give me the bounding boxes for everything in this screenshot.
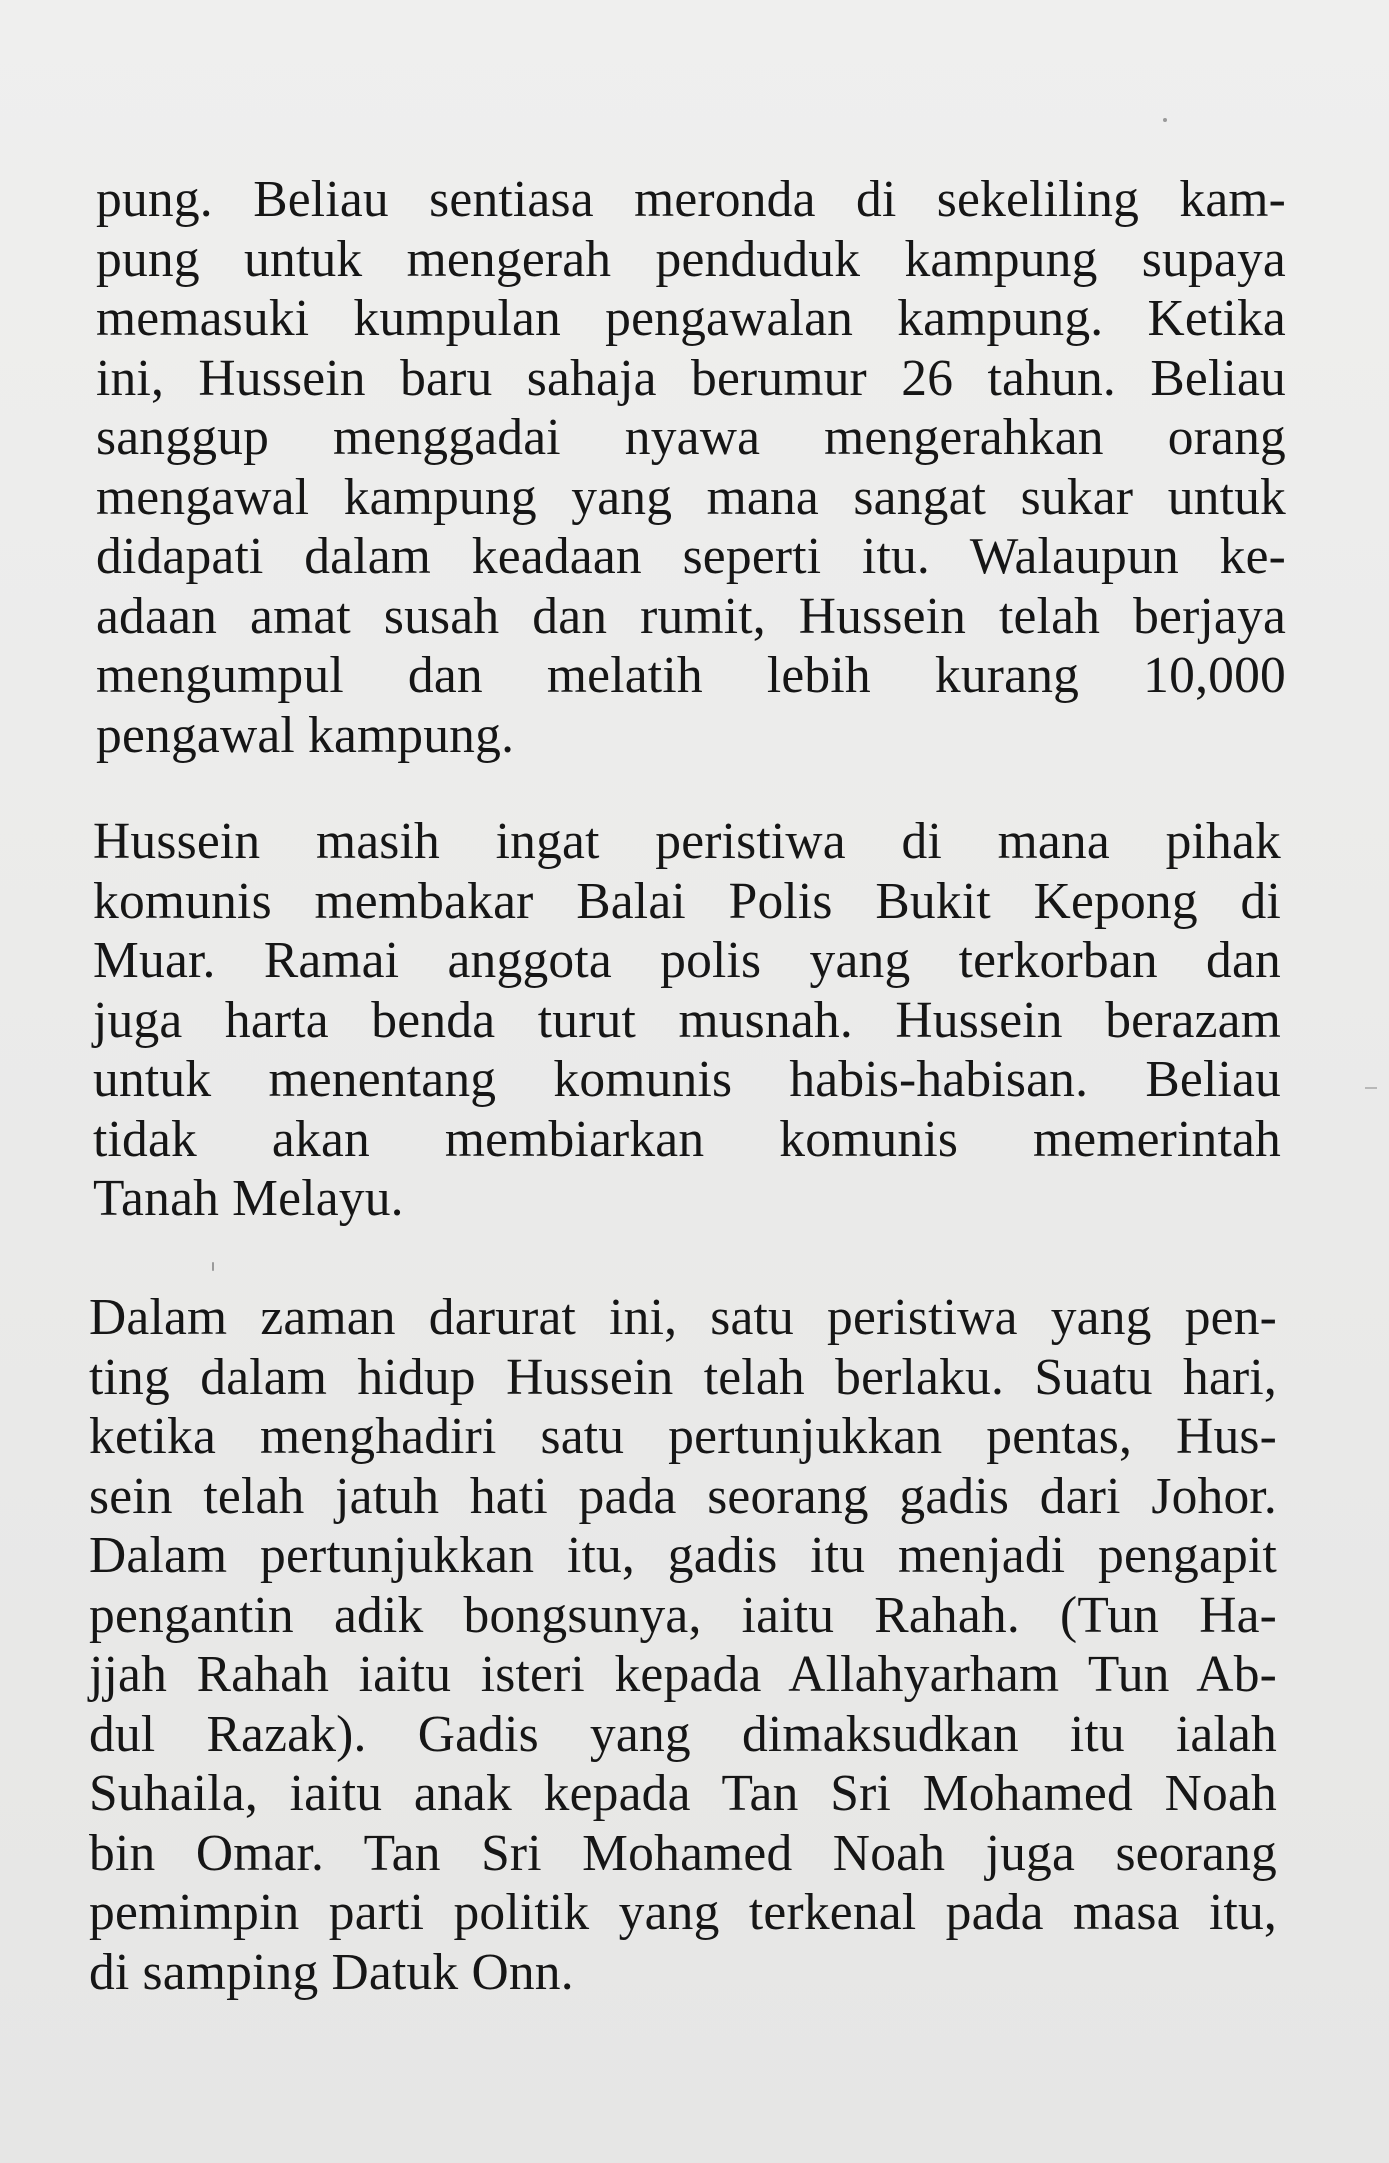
text-line: Dalam zaman darurat ini, satu peristiwa yang pen- xyxy=(89,1289,1277,1346)
text-line: komunis membakar Balai Polis Bukit Kepong di xyxy=(93,872,1281,930)
paragraph-2 xyxy=(93,812,1281,1229)
text-line: pung untuk mengerah penduduk kampung supaya xyxy=(96,230,1286,288)
text-line: mengawal kampung yang mana sangat sukar untuk xyxy=(96,468,1286,526)
text-line: adaan amat susah dan rumit, Hussein telah berjaya xyxy=(96,587,1286,645)
text-line: pung. Beliau sentiasa meronda di sekeliling kam- xyxy=(96,171,1286,228)
text-line: sanggup menggadai nyawa mengerahkan orang xyxy=(96,409,1286,466)
text-line: pengantin adik bongsunya, iaitu Rahah. (Tun Ha- xyxy=(89,1586,1277,1644)
edge-mark xyxy=(1365,1087,1377,1089)
text-line: pengawal kampung. xyxy=(96,706,515,764)
text-line: juga harta benda turut musnah. Hussein berazam xyxy=(93,991,1281,1049)
text-line: di samping Datuk Onn. xyxy=(89,1943,574,2001)
text-line: Muar. Ramai anggota polis yang terkorban dan xyxy=(93,932,1281,989)
text-line: jjah Rahah iaitu isteri kepada Allahyarham Tun Ab- xyxy=(89,1646,1277,1703)
text-line: memasuki kumpulan pengawalan kampung. Ketika xyxy=(96,290,1286,347)
text-line: ketika menghadiri satu pertunjukkan pentas, Hus- xyxy=(89,1408,1277,1465)
paragraph-3 xyxy=(89,1288,1277,2002)
text-line: mengumpul dan melatih lebih kurang 10,000 xyxy=(96,647,1286,704)
text-line: Suhaila, iaitu anak kepada Tan Sri Mohamed Noah xyxy=(89,1765,1277,1822)
text-line: dul Razak). Gadis yang dimaksudkan itu ialah xyxy=(89,1705,1277,1763)
paragraph-1 xyxy=(96,170,1286,765)
text-line: tidak akan membiarkan komunis memerintah xyxy=(93,1110,1281,1168)
text-line: bin Omar. Tan Sri Mohamed Noah juga seorang xyxy=(89,1824,1277,1882)
paper-speck xyxy=(1163,118,1167,122)
text-line: untuk menentang komunis habis-habisan. Beliau xyxy=(93,1051,1281,1108)
paper-speck xyxy=(212,1262,214,1271)
text-line: sein telah jatuh hati pada seorang gadis dari Johor. xyxy=(89,1467,1277,1525)
text-line: didapati dalam keadaan seperti itu. Walaupun ke- xyxy=(96,528,1286,585)
text-line: pemimpin parti politik yang terkenal pada masa itu, xyxy=(89,1884,1277,1941)
text-line: Dalam pertunjukkan itu, gadis itu menjadi pengapit xyxy=(89,1527,1277,1584)
text-line: Hussein masih ingat peristiwa di mana pihak xyxy=(93,813,1281,870)
text-line: ini, Hussein baru sahaja berumur 26 tahun. Beliau xyxy=(96,349,1286,407)
text-line: Tanah Melayu. xyxy=(93,1170,404,1227)
text-line: ting dalam hidup Hussein telah berlaku. Suatu hari, xyxy=(89,1348,1277,1406)
